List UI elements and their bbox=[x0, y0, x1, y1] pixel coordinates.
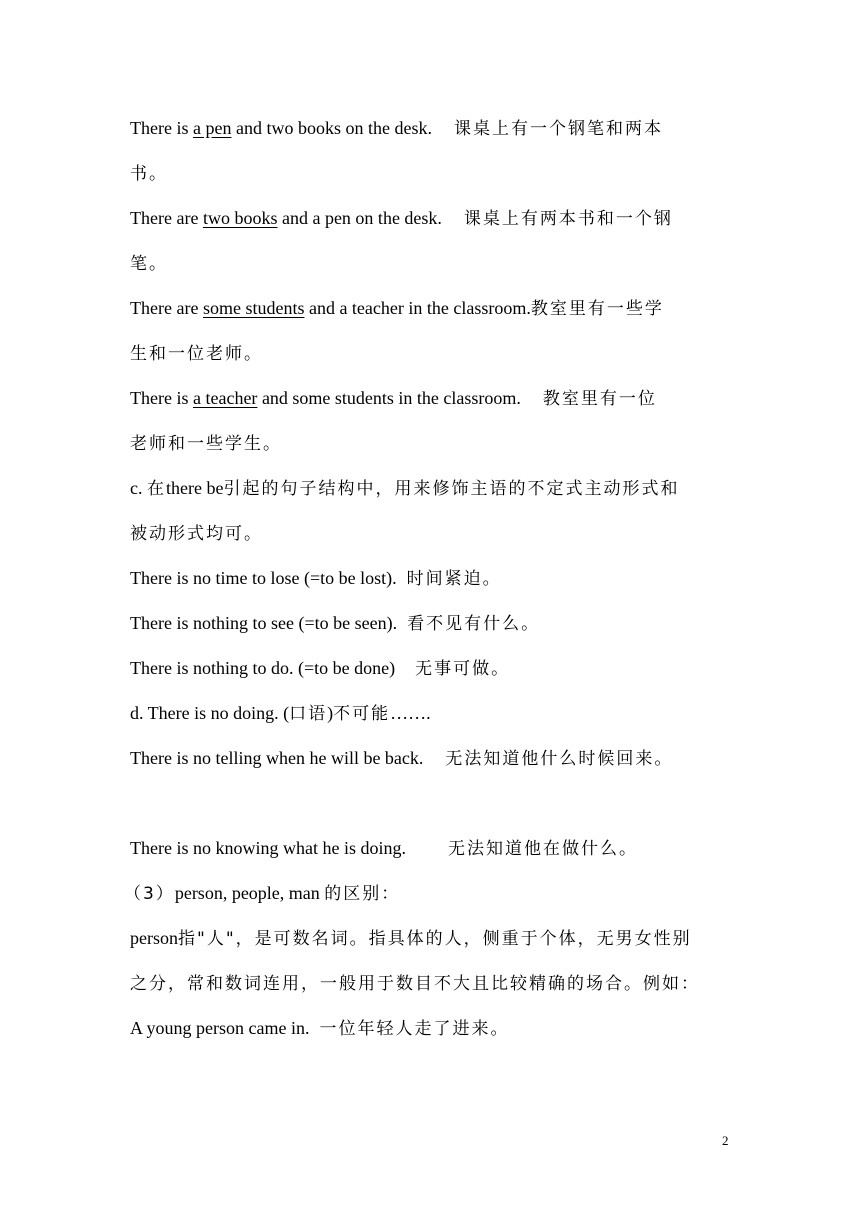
text: 的区别： bbox=[324, 884, 401, 904]
chinese-translation: 一位年轻人走了进来。 bbox=[319, 1019, 510, 1039]
text: 被动形式均可。 bbox=[130, 524, 263, 544]
chinese-translation: 教室里有一位 bbox=[542, 389, 657, 409]
text: There are bbox=[130, 298, 203, 318]
chinese-translation: 笔。 bbox=[130, 254, 168, 274]
text: d. There is no doing. ( bbox=[130, 703, 290, 723]
chinese-translation: 无法知道他在做什么。 bbox=[447, 839, 638, 859]
underlined-subject: some students bbox=[202, 298, 305, 318]
chinese-translation: 课桌上有两本书和一个钢 bbox=[463, 209, 673, 229]
text: 口语 bbox=[289, 704, 328, 724]
chinese-translation: 无事可做。 bbox=[415, 659, 511, 679]
text: ……. bbox=[390, 703, 431, 723]
chinese-translation: 老师和一些学生。 bbox=[130, 434, 282, 454]
section-3-heading bbox=[124, 881, 726, 906]
underlined-subject: a pen bbox=[192, 118, 232, 138]
text: There is no telling when he will be back. bbox=[130, 748, 424, 768]
page-number: 2 bbox=[722, 1133, 729, 1148]
chinese-translation: 教室里有一些学 bbox=[530, 299, 664, 319]
chinese-translation: 课桌上有一个钢笔和两本 bbox=[453, 119, 663, 139]
translation-continuation bbox=[130, 161, 732, 186]
text: 不可能 bbox=[333, 704, 391, 724]
text: There are bbox=[130, 208, 203, 228]
text: ) bbox=[327, 703, 334, 723]
text: There is no time to lose (=to be lost). bbox=[130, 568, 397, 588]
text: There is nothing to do. (=to be done) bbox=[130, 658, 396, 678]
example-line-some-students bbox=[130, 296, 732, 321]
list-marker: c. bbox=[130, 478, 147, 498]
chinese-translation: 看不见有什么。 bbox=[407, 614, 541, 634]
chinese-translation: 无法知道他什么时候回来。 bbox=[445, 749, 674, 769]
example-line-a-pen bbox=[130, 116, 732, 141]
text: A young person came in. bbox=[130, 1018, 310, 1038]
text: There is no knowing what he is doing. bbox=[130, 838, 406, 858]
example-line bbox=[130, 836, 732, 861]
section-number: （3） bbox=[124, 884, 175, 904]
text: There is bbox=[130, 118, 193, 138]
example-line bbox=[130, 656, 732, 681]
text: 之分，常和数词连用，一般用于数目不大且比较精确的场合。例如： bbox=[130, 974, 700, 994]
chinese-translation: 生和一位老师。 bbox=[130, 344, 263, 364]
text: There is bbox=[130, 388, 193, 408]
translation-continuation bbox=[130, 251, 732, 276]
example-line bbox=[130, 746, 732, 771]
text: and a teacher in the classroom. bbox=[304, 298, 531, 318]
text: and some students in the classroom. bbox=[257, 388, 521, 408]
text: and two books on the desk. bbox=[231, 118, 432, 138]
translation-continuation bbox=[130, 341, 732, 366]
rule-d-heading bbox=[130, 701, 732, 726]
text: 引起的句子结构中，用来修饰主语的不定式主动形式和 bbox=[223, 479, 680, 499]
underlined-subject: a teacher bbox=[192, 388, 258, 408]
example-line-a-teacher bbox=[130, 386, 732, 411]
text: person bbox=[130, 928, 178, 948]
example-line bbox=[130, 566, 732, 591]
text: there be bbox=[166, 478, 224, 498]
paragraph-line bbox=[130, 926, 732, 951]
paragraph-line bbox=[130, 971, 732, 996]
chinese-translation: 时间紧迫。 bbox=[406, 569, 502, 589]
text: 指"人"，是可数名词。指具体的人，侧重于个体，无男女性别 bbox=[178, 929, 692, 949]
text: 在 bbox=[147, 479, 166, 499]
text: and a pen on the desk. bbox=[277, 208, 442, 228]
rule-c-continuation bbox=[130, 521, 732, 546]
example-line-two-books bbox=[130, 206, 732, 231]
text: There is nothing to see (=to be seen). bbox=[130, 613, 398, 633]
rule-c-heading bbox=[130, 476, 732, 501]
text: person, people, man bbox=[174, 883, 325, 903]
example-line bbox=[130, 611, 732, 636]
underlined-subject: two books bbox=[202, 208, 278, 228]
example-line bbox=[130, 1016, 732, 1041]
chinese-translation: 书。 bbox=[130, 164, 168, 184]
translation-continuation bbox=[130, 431, 732, 456]
